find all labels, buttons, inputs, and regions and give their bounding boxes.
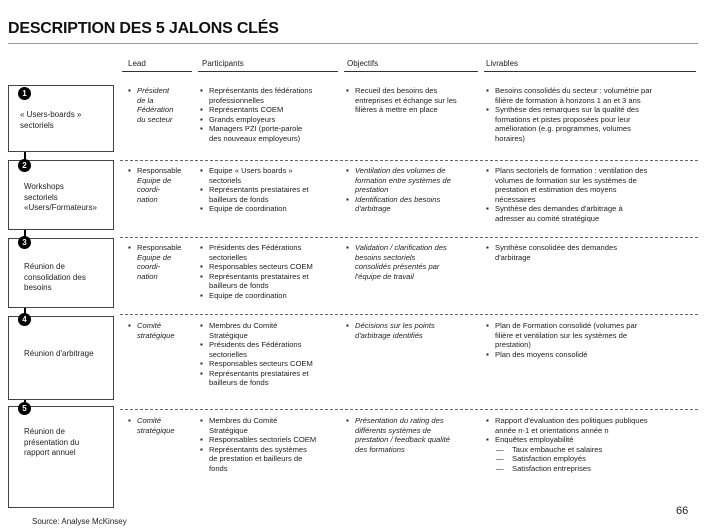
list-item: ▪ Responsables secteurs COEM [200, 359, 342, 369]
list-item: ▪ Managers PZI (porte-parole des nouveaux employeurs) [200, 124, 342, 143]
list-item: ▪ Plan de Formation consolidé (volumes par filière et ventilation sur les systèmes de prestation) [486, 321, 698, 350]
list-item: ▪ Décisions sur les points d'arbitrage identifiés [346, 321, 480, 340]
deliverables-cell-3 [486, 243, 698, 262]
lead-cell-3 [128, 243, 198, 281]
row-separator [120, 314, 698, 315]
participants-cell-1 [200, 86, 342, 143]
list-item: ▪ Responsable Equipe de coordi- nation [128, 166, 198, 204]
participants-cell-5 [200, 416, 342, 473]
deliverables-cell-1 [486, 86, 698, 143]
col-rule-lead [122, 71, 192, 72]
lead-cell-1 [128, 86, 194, 124]
list-item: ▪ Validation / clarification des besoins sectoriels consolidés présentés par l'équipe de travail [346, 243, 480, 281]
stage-label-2: Workshops sectoriels «Users/Formateurs» [24, 182, 97, 212]
participants-cell-4 [200, 321, 342, 388]
stage-label-5: Réunion de présentation du rapport annuel [24, 427, 80, 457]
list-subitem: — Satisfaction employés [486, 454, 698, 464]
list-item: ▪ Membres du Comité Stratégique [200, 416, 342, 435]
list-item: ▪ Rapport d'évaluation des politiques publiques année n-1 et orientations année n [486, 416, 698, 435]
title-rule [8, 43, 698, 44]
objectives-cell-2 [346, 166, 480, 214]
list-item: ▪ Présidents des Fédérations sectorielles [200, 243, 342, 262]
participants-cell-2 [200, 166, 342, 214]
lead-cell-5 [128, 416, 198, 435]
list-item: ▪ Equipe de coordination [200, 204, 342, 214]
stage-number-1: 1 [18, 87, 31, 100]
list-item: ▪ Synthèse des remarques sur la qualité des formations et pistes proposées pour leur amélioration (e.g. programmes, volumes horaires) [486, 105, 698, 143]
list-item: ▪ Recueil des besoins des entreprises et échange sur les filières à mettre en place [346, 86, 480, 115]
list-item: ▪ Grands employeurs [200, 115, 342, 125]
page-title: DESCRIPTION DES 5 JALONS CLÉS [8, 20, 279, 37]
deliverables-cell-2 [486, 166, 698, 223]
list-subitem: — Satisfaction entreprises [486, 464, 698, 474]
stage-label-1: « Users-boards » sectoriels [20, 110, 82, 130]
col-header-participants: Participants [202, 59, 244, 68]
list-item: ▪ Plans sectoriels de formation : ventilation des volumes de formation sur les systèmes de prestation et estimation des moyens nécessaires [486, 166, 698, 204]
objectives-cell-5 [346, 416, 480, 454]
row-separator [120, 409, 698, 410]
source-note: Source: Analyse McKinsey [32, 517, 127, 526]
col-header-objectifs: Objectifs [347, 59, 379, 68]
stage-label-4: Réunion d'arbitrage [24, 349, 94, 358]
list-item: ▪ Représentants COEM [200, 105, 342, 115]
stage-number-2: 2 [18, 159, 31, 172]
list-item: ▪ Besoins consolidés du secteur : volumétrie par filière de formation à horizons 1 an et 3 ans [486, 86, 698, 105]
list-item: ▪ Synthèse des demandes d'arbitrage à adresser au comité stratégique [486, 204, 698, 223]
objectives-cell-3 [346, 243, 480, 281]
list-item: ▪ Comité stratégique [128, 416, 198, 435]
list-item: ▪ Présidents des Fédérations sectorielles [200, 340, 342, 359]
objectives-cell-1 [346, 86, 480, 115]
stage-number-5: 5 [18, 402, 31, 415]
stage-number-4: 4 [18, 313, 31, 326]
row-separator [120, 160, 698, 161]
list-item: ▪ Représentants prestataires et bailleurs de fonds [200, 185, 342, 204]
list-item: ▪ Président de la Fédération du secteur [128, 86, 194, 124]
list-item: ▪ Représentants des systèmes de prestation et bailleurs de fonds [200, 445, 342, 474]
objectives-cell-4 [346, 321, 480, 340]
deliverables-cell-4 [486, 321, 698, 359]
list-item: ▪ Responsables secteurs COEM [200, 262, 342, 272]
list-item: ▪ Identification des besoins d'arbitrage [346, 195, 480, 214]
lead-cell-4 [128, 321, 198, 340]
list-item: ▪ Présentation du rating des différents systèmes de prestation / feedback qualité des formations [346, 416, 480, 454]
participants-cell-3 [200, 243, 342, 300]
list-item: ▪ Membres du Comité Stratégique [200, 321, 342, 340]
list-item: ▪ Représentants prestataires et bailleurs de fonds [200, 369, 342, 388]
list-subitem: — Taux embauche et salaires [486, 445, 698, 455]
list-item: ▪ Responsables sectoriels COEM [200, 435, 342, 445]
list-item: ▪ Comité stratégique [128, 321, 198, 340]
list-item: ▪ Représentants des fédérations professionnelles [200, 86, 342, 105]
list-item: ▪ Ventilation des volumes de formation entre systèmes de prestation [346, 166, 480, 195]
lead-cell-2 [128, 166, 198, 204]
list-item: ▪ Plan des moyens consolidé [486, 350, 698, 360]
page-number: 66 [676, 505, 689, 517]
list-item: ▪ Représentants prestataires et bailleurs de fonds [200, 272, 342, 291]
list-item: ▪ Enquêtes employabilité [486, 435, 698, 445]
stage-label-3: Réunion de consolidation des besoins [24, 262, 86, 292]
list-item: ▪ Equipe de coordination [200, 291, 342, 301]
col-rule-objectifs [344, 71, 478, 72]
list-item: ▪ Equipe « Users boards » sectoriels [200, 166, 342, 185]
col-rule-participants [198, 71, 338, 72]
col-rule-livrables [484, 71, 696, 72]
col-header-lead: Lead [128, 59, 146, 68]
deliverables-cell-5 [486, 416, 698, 473]
stage-number-3: 3 [18, 236, 31, 249]
row-separator [120, 237, 698, 238]
list-item: ▪ Synthèse consolidée des demandes d'arbitrage [486, 243, 698, 262]
col-header-livrables: Livrables [486, 59, 519, 68]
list-item: ▪ Responsable Equipe de coordi- nation [128, 243, 198, 281]
